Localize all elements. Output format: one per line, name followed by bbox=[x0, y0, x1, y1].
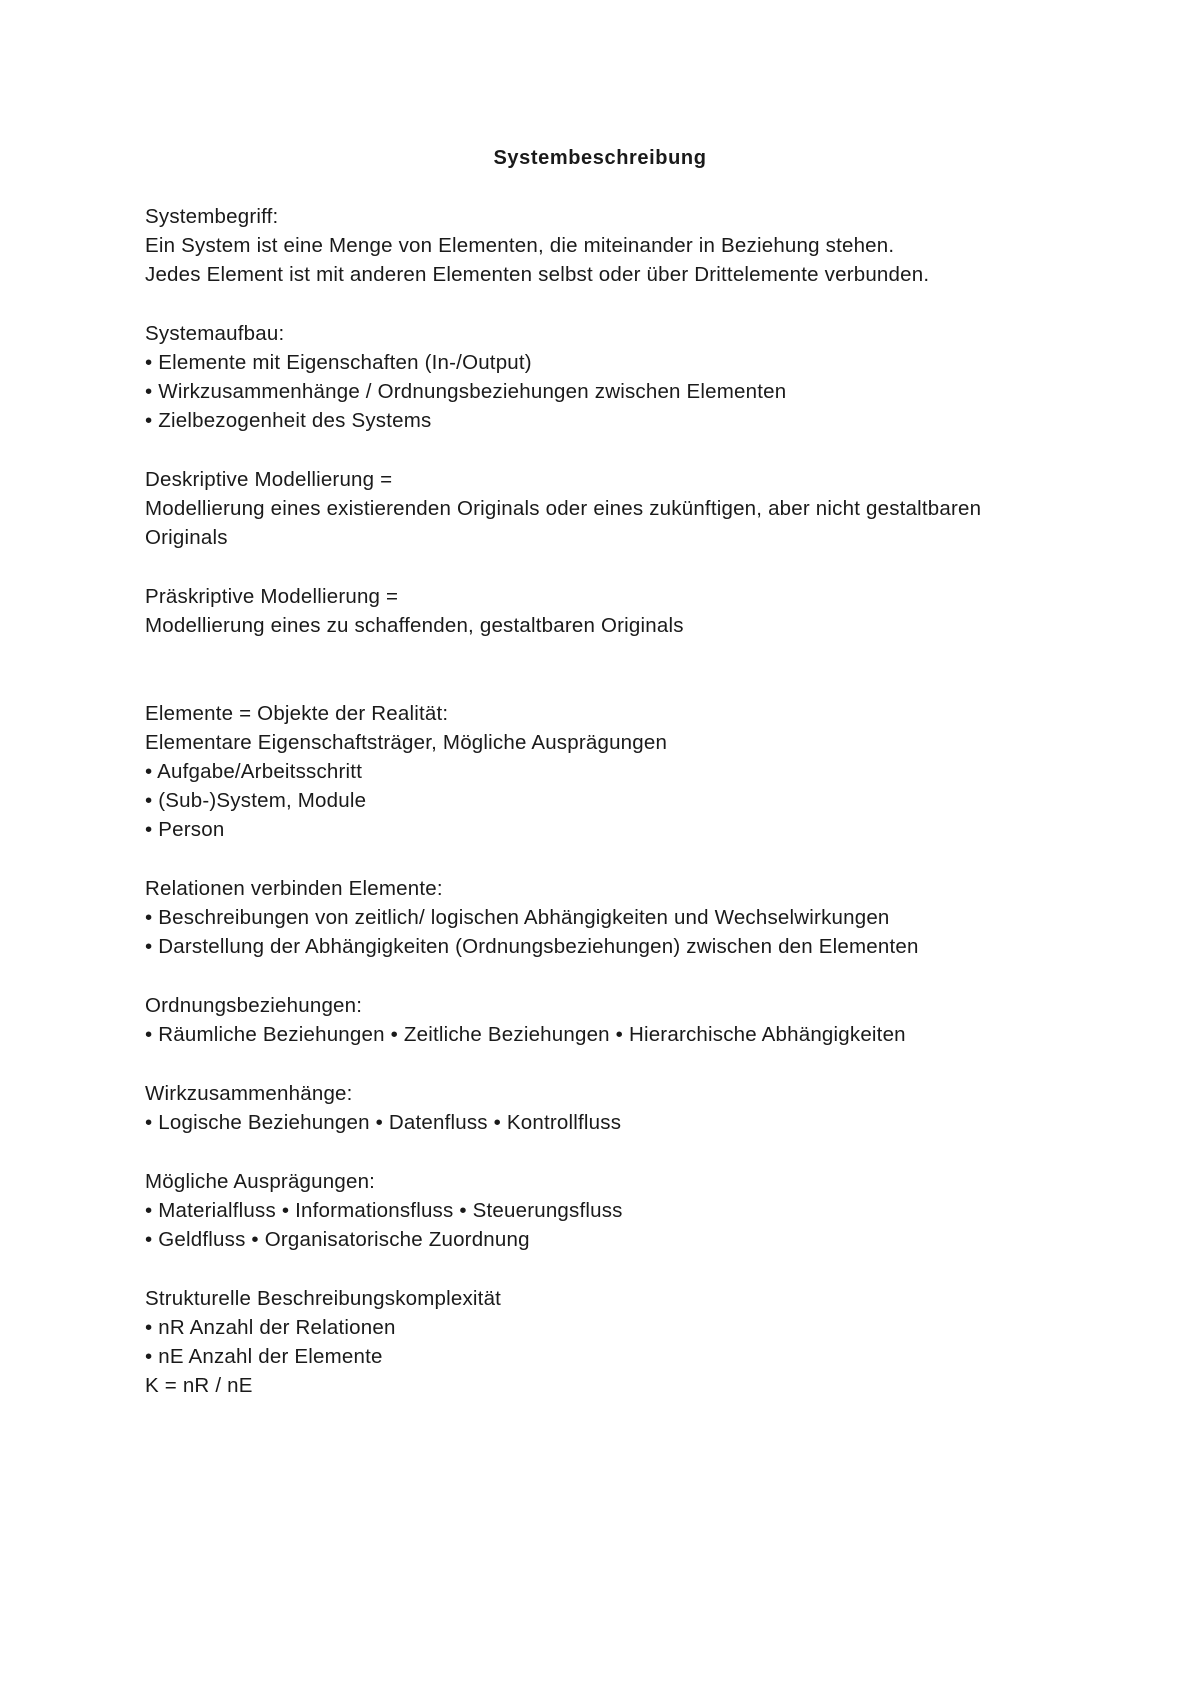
section-heading-systemaufbau: Systemaufbau: bbox=[145, 322, 285, 345]
section-heading-ordnungsbeziehungen: Ordnungsbeziehungen: bbox=[145, 994, 363, 1017]
text-line: Modellierung eines zu schaffenden, gestaltbaren Originals bbox=[145, 614, 684, 637]
section-heading-praeskriptive-modellierung: Präskriptive Modellierung = bbox=[145, 585, 399, 608]
section-heading-elemente: Elemente = Objekte der Realität: bbox=[145, 702, 449, 725]
bullet-item: • Elemente mit Eigenschaften (In-/Output) bbox=[145, 351, 532, 374]
bullet-item: • (Sub-)System, Module bbox=[145, 789, 367, 812]
formula-line: K = nR / nE bbox=[145, 1374, 253, 1397]
bullet-item: • nE Anzahl der Elemente bbox=[145, 1345, 383, 1368]
section-heading-systembegriff: Systembegriff: bbox=[145, 205, 279, 228]
section-heading-moegliche-auspraegungen: Mögliche Ausprägungen: bbox=[145, 1170, 376, 1193]
bullet-item: • Logische Beziehungen • Datenfluss • Kontrollfluss bbox=[145, 1111, 622, 1134]
section-heading-wirkzusammenhaenge: Wirkzusammenhänge: bbox=[145, 1082, 353, 1105]
bullet-item: • Räumliche Beziehungen • Zeitliche Beziehungen • Hierarchische Abhängigkeiten bbox=[145, 1023, 906, 1046]
text-line: Jedes Element ist mit anderen Elementen selbst oder über Drittelemente verbunden. bbox=[145, 263, 930, 286]
section-heading-strukturelle-komplexitaet: Strukturelle Beschreibungskomplexität bbox=[145, 1287, 502, 1310]
section-heading-deskriptive-modellierung: Deskriptive Modellierung = bbox=[145, 468, 393, 491]
text-line: Ein System ist eine Menge von Elementen, die miteinander in Beziehung stehen. bbox=[145, 234, 895, 257]
bullet-item: • Aufgabe/Arbeitsschritt bbox=[145, 760, 363, 783]
text-line: Elementare Eigenschaftsträger, Mögliche Ausprägungen bbox=[145, 731, 668, 754]
bullet-item: • Darstellung der Abhängigkeiten (Ordnungsbeziehungen) zwischen den Elementen bbox=[145, 935, 919, 958]
bullet-item: • Materialfluss • Informationsfluss • Steuerungsfluss bbox=[145, 1199, 623, 1222]
bullet-item: • nR Anzahl der Relationen bbox=[145, 1316, 396, 1339]
bullet-item: • Zielbezogenheit des Systems bbox=[145, 409, 432, 432]
document-title: Systembeschreibung bbox=[493, 147, 707, 169]
bullet-item: • Wirkzusammenhänge / Ordnungsbeziehungen zwischen Elementen bbox=[145, 380, 787, 403]
bullet-item: • Person bbox=[145, 818, 225, 841]
bullet-item: • Geldfluss • Organisatorische Zuordnung bbox=[145, 1228, 530, 1251]
text-line: Modellierung eines existierenden Originals oder eines zukünftigen, aber nicht gestaltbaren bbox=[145, 497, 982, 520]
text-line: Originals bbox=[145, 526, 228, 549]
bullet-item: • Beschreibungen von zeitlich/ logischen Abhängigkeiten und Wechselwirkungen bbox=[145, 906, 890, 929]
section-heading-relationen: Relationen verbinden Elemente: bbox=[145, 877, 443, 900]
